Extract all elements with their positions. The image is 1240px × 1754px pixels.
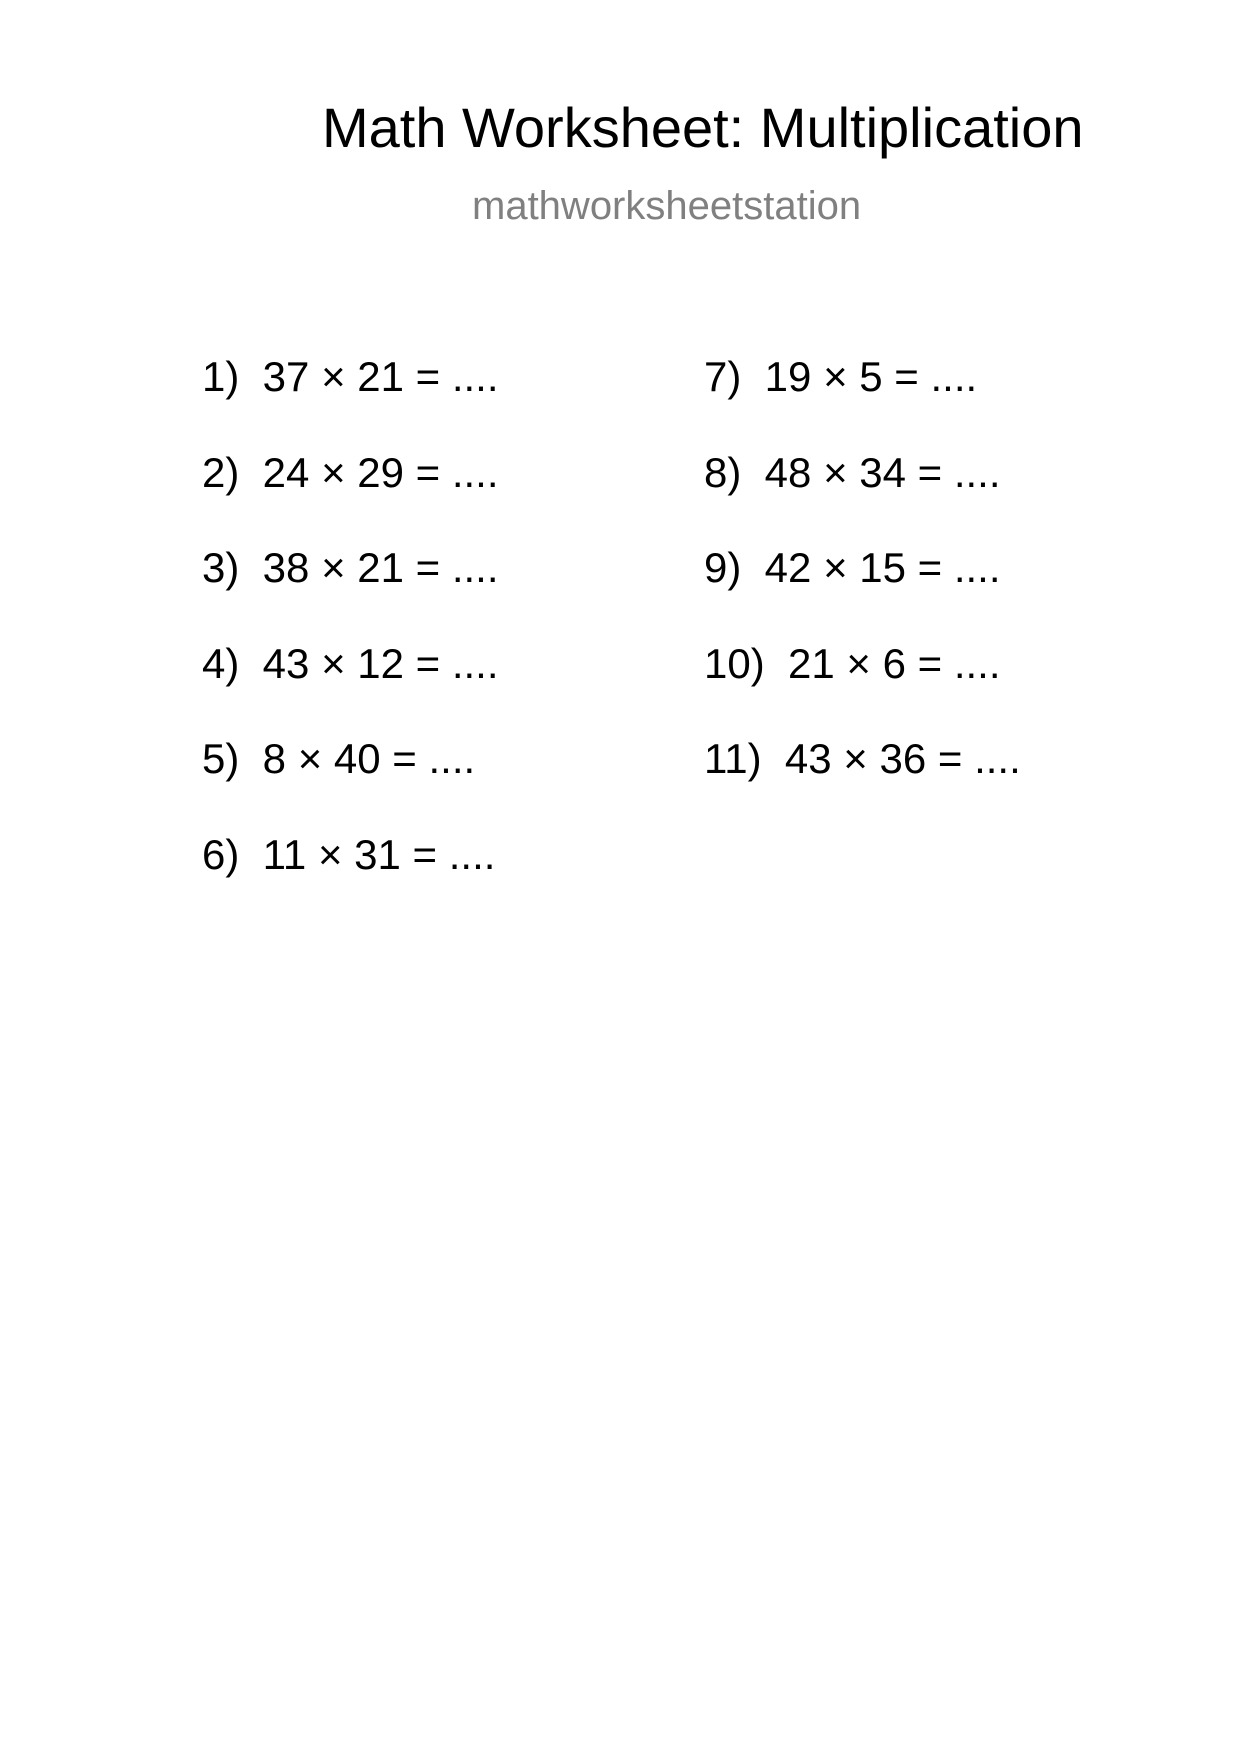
problem-10: 10) 21 × 6 = .... [704, 639, 1001, 687]
problem-8: 8) 48 × 34 = .... [704, 448, 1001, 496]
problem-5: 5) 8 × 40 = .... [202, 735, 476, 782]
problem-7: 7) 19 × 5 = .... [704, 353, 978, 400]
problem-11: 11) 43 × 36 = .... [704, 735, 1021, 782]
page-subtitle: mathworksheetstation [472, 184, 862, 228]
problems-column-right [704, 353, 1174, 834]
problems-column-left [202, 353, 672, 929]
problem-6: 6) 11 × 31 = .... [202, 830, 496, 878]
page-title: Math Worksheet: Multiplication [322, 96, 1084, 159]
problem-9: 9) 42 × 15 = .... [704, 544, 1001, 591]
problem-1: 1) 37 × 21 = .... [202, 353, 499, 400]
problem-4: 4) 43 × 12 = .... [202, 639, 499, 687]
problem-2: 2) 24 × 29 = .... [202, 448, 499, 496]
problem-3: 3) 38 × 21 = .... [202, 544, 499, 591]
